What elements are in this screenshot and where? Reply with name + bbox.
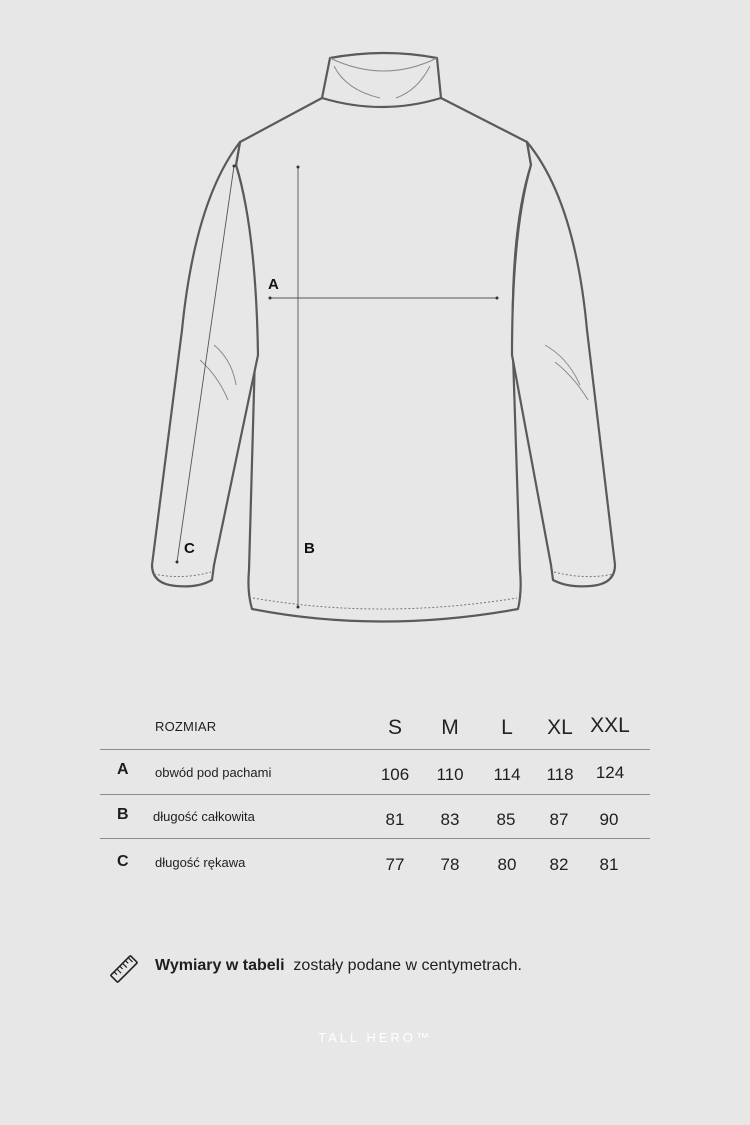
row-b-l: 85 <box>496 810 516 829</box>
row-c-l: 80 <box>497 855 517 874</box>
table-divider <box>100 838 650 839</box>
table-divider <box>100 749 650 750</box>
row-c-s: 77 <box>385 855 405 874</box>
label-c: C <box>184 540 195 557</box>
ruler-icon <box>108 953 140 985</box>
table-divider <box>100 794 650 795</box>
units-note <box>155 957 522 975</box>
label-b: B <box>304 540 315 557</box>
right-sleeve <box>512 142 615 586</box>
row-c-xl: 82 <box>549 855 569 874</box>
brand-logo-text: TALL HERO™ <box>318 1030 432 1045</box>
size-header-label: ROZMIAR <box>155 719 217 734</box>
measure-a-end <box>496 297 499 300</box>
row-b-s: 81 <box>385 810 405 829</box>
row-a-xxl: 124 <box>595 763 625 782</box>
row-letter-c: C <box>117 853 129 870</box>
size-col-s: S <box>387 716 402 739</box>
label-a: A <box>268 276 279 293</box>
row-b-xl: 87 <box>549 810 569 829</box>
row-a-s: 106 <box>380 765 410 784</box>
units-note-text: zostały podane w centymetrach. <box>293 957 522 974</box>
row-letter-b: B <box>117 806 129 823</box>
row-a-m: 110 <box>436 765 464 784</box>
measure-b-end <box>297 606 300 609</box>
row-label-a: obwód pod pachami <box>155 765 272 780</box>
row-b-m: 83 <box>440 810 460 829</box>
size-col-xl: XL <box>547 716 573 739</box>
row-c-xxl: 81 <box>599 855 619 874</box>
row-b-xxl: 90 <box>599 810 619 829</box>
row-c-m: 78 <box>440 855 460 874</box>
shirt-body <box>236 98 531 622</box>
row-label-c: długość rękawa <box>155 855 246 870</box>
size-col-m: M <box>441 716 459 739</box>
measure-a-start <box>269 297 272 300</box>
measure-c-start <box>233 165 236 168</box>
size-col-xxl: XXL <box>590 714 630 737</box>
row-label-b: długość całkowita <box>153 809 255 824</box>
size-col-l: L <box>501 716 513 739</box>
measure-b-start <box>297 166 300 169</box>
units-note-bold: Wymiary w tabeli <box>155 957 285 974</box>
collar <box>322 53 441 107</box>
row-a-l: 114 <box>493 765 521 784</box>
row-a-xl: 118 <box>546 765 574 784</box>
measure-c-end <box>176 561 179 564</box>
row-letter-a: A <box>117 761 129 778</box>
